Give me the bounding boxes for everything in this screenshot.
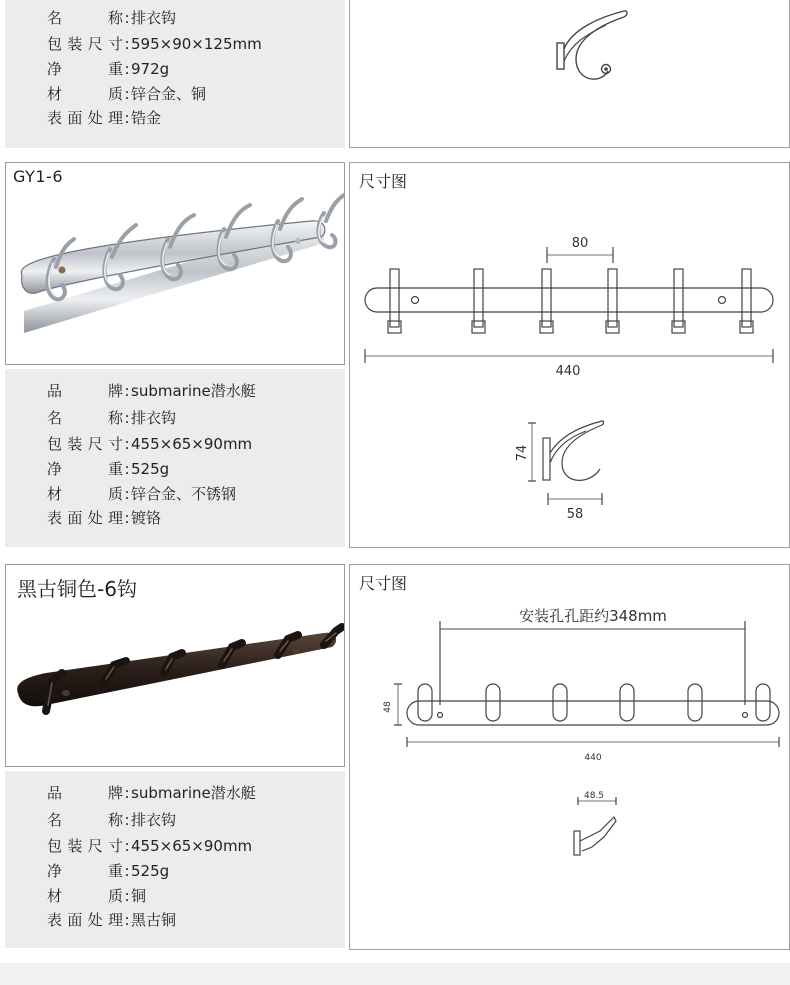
spec-key: 包装尺寸 xyxy=(47,837,123,855)
spec-row-name: 名 称:排衣钩 xyxy=(47,409,177,427)
spec-key: 表面处理 xyxy=(47,911,123,929)
spec-key: 材 质 xyxy=(47,85,123,103)
section1-diagram-box xyxy=(349,0,790,148)
spec-value: 455×65×90mm xyxy=(131,435,253,453)
spec-row-name: 名 称:排衣钩 xyxy=(47,811,177,829)
spec-value: 455×65×90mm xyxy=(131,837,253,855)
bottom-strip xyxy=(0,963,790,985)
spec-row-weight: 净 重:525g xyxy=(47,862,170,880)
spec-row-package-size: 包装尺寸:595×90×125mm xyxy=(47,35,262,53)
section3-photo-box xyxy=(5,564,345,767)
spec-value: 525g xyxy=(131,862,170,880)
spec-value: 镀铬 xyxy=(131,509,162,527)
dim-height: 48 xyxy=(383,701,393,713)
dim-spacing: 80 xyxy=(571,236,589,251)
model-label: 黑古铜色-6钩 xyxy=(17,577,137,601)
spec-row-finish: 表面处理:镀铬 xyxy=(47,509,162,527)
dim-depth: 48.5 xyxy=(583,791,605,801)
spec-row-name: 名 称:排衣钩 xyxy=(47,9,177,27)
bronze-dimension-drawing xyxy=(350,565,789,949)
bronze-hook-rack-photo xyxy=(6,565,344,765)
section1-spec-panel xyxy=(5,0,345,148)
gy1-6-dimension-drawing xyxy=(350,163,789,547)
spec-key: 材 质 xyxy=(47,485,123,503)
spec-value: 排衣钩 xyxy=(131,811,177,829)
spec-row-weight: 净 重:972g xyxy=(47,60,170,78)
spec-key: 名 称 xyxy=(47,409,123,427)
dim-length: 440 xyxy=(555,364,581,379)
spec-row-weight: 净 重:525g xyxy=(47,460,170,478)
model-label: GY1-6 xyxy=(13,167,64,186)
section3-diagram-box xyxy=(349,564,790,950)
spec-row-brand: 品 牌:submarine潜水艇 xyxy=(47,382,256,400)
spec-value: 锌合金、不锈钢 xyxy=(131,485,237,503)
spec-value: 972g xyxy=(131,60,170,78)
spec-value: 锌合金、铜 xyxy=(131,85,207,103)
spec-row-material: 材 质:铜 xyxy=(47,887,147,905)
spec-value: 排衣钩 xyxy=(131,9,177,27)
spec-key: 净 重 xyxy=(47,862,123,880)
dim-height: 74 xyxy=(515,444,530,462)
spec-key: 表面处理 xyxy=(47,109,123,127)
spec-row-package-size: 包装尺寸:455×65×90mm xyxy=(47,837,253,855)
chrome-hook-rack-photo xyxy=(6,163,344,363)
spec-value: 锆金 xyxy=(131,109,162,127)
spec-row-brand: 品 牌:submarine潜水艇 xyxy=(47,784,256,802)
spec-key: 品 牌 xyxy=(47,784,123,802)
spec-key: 包装尺寸 xyxy=(47,435,123,453)
dim-length: 440 xyxy=(584,753,602,763)
spec-row-finish: 表面处理:黑古铜 xyxy=(47,911,177,929)
single-hook-drawing xyxy=(350,0,790,149)
spec-value: 铜 xyxy=(131,887,147,905)
spec-key: 包装尺寸 xyxy=(47,35,123,53)
spec-key: 表面处理 xyxy=(47,509,123,527)
spec-value: 525g xyxy=(131,460,170,478)
spec-key: 材 质 xyxy=(47,887,123,905)
diagram-title: 尺寸图 xyxy=(359,574,408,593)
spec-row-package-size: 包装尺寸:455×65×90mm xyxy=(47,435,253,453)
section2-diagram-box xyxy=(349,162,790,548)
spec-key: 品 牌 xyxy=(47,382,123,400)
section2-photo-box xyxy=(5,162,345,365)
spec-key: 名 称 xyxy=(47,811,123,829)
spec-key: 名 称 xyxy=(47,9,123,27)
spec-value: submarine潜水艇 xyxy=(131,784,256,802)
spec-row-material: 材 质:锌合金、不锈钢 xyxy=(47,485,237,503)
spec-row-finish: 表面处理:锆金 xyxy=(47,109,162,127)
dim-hole-distance: 安装孔孔距约348mm xyxy=(519,607,667,625)
section2-spec-panel xyxy=(5,369,345,547)
section3-spec-panel xyxy=(5,771,345,948)
dim-depth: 58 xyxy=(566,507,584,522)
spec-value: submarine潜水艇 xyxy=(131,382,256,400)
spec-key: 净 重 xyxy=(47,60,123,78)
diagram-title: 尺寸图 xyxy=(359,172,408,191)
spec-key: 净 重 xyxy=(47,460,123,478)
spec-row-material: 材 质:锌合金、铜 xyxy=(47,85,207,103)
spec-value: 黑古铜 xyxy=(131,911,177,929)
spec-value: 排衣钩 xyxy=(131,409,177,427)
spec-value: 595×90×125mm xyxy=(131,35,262,53)
